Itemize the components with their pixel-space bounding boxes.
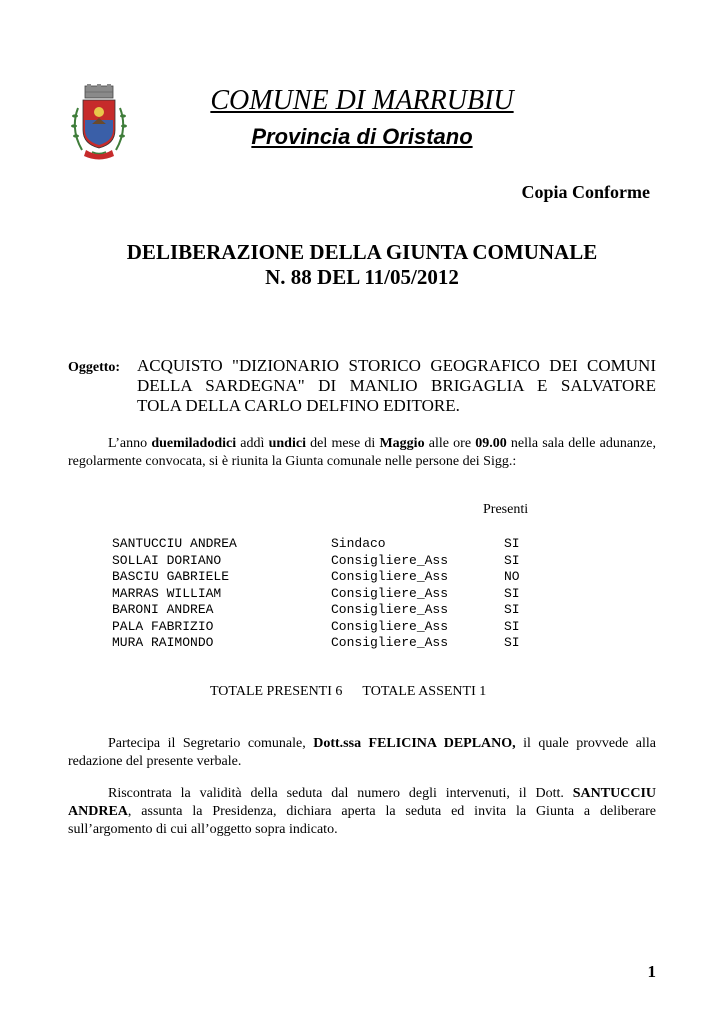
comune-title: COMUNE DI MARRUBIU [210,85,514,116]
table-row [112,635,544,652]
segretario-name: Dott.ssa FELICINA DEPLANO, [313,736,516,751]
anno-value: duemiladodici [151,436,237,451]
table-row [112,602,544,619]
member-presence: SI [504,635,520,650]
member-presence: SI [504,552,520,568]
presenti-header: Presenti [483,502,529,517]
riscontrata-paragraph: Riscontrata la validità della seduta dal numero degli intervenuti, il Dott. SANTUCCIU ANDREA, assunta la Presidenza, dichiara aperta la seduta ed invita la Giunta a deliberare sull’argomento di cui all’oggetto sopra indicato. [68,786,656,837]
presidente-name: SANTUCCIU ANDREA [68,786,656,819]
deliberazione-line2: N. 88 DEL 11/05/2012 [265,265,459,289]
giorno-value: undici [268,436,306,451]
member-role: Consigliere_Ass [331,635,449,650]
member-presence: SI [504,602,520,617]
member-name: BASCIU GABRIELE [112,569,230,584]
totale-presenti: TOTALE PRESENTI 6 [210,684,343,699]
member-role: Consigliere_Ass [331,569,449,584]
member-role: Consigliere_Ass [331,552,449,568]
oggetto-label: Oggetto: [68,360,121,375]
oggetto-text [137,356,656,416]
mese-value: Maggio [379,436,425,451]
member-name: MURA RAIMONDO [112,635,214,650]
member-role: Consigliere_Ass [331,618,449,634]
provincia-title: Provincia di Oristano [251,124,473,149]
deliberazione-title [0,240,724,290]
table-row [112,619,544,636]
member-name: PALA FABRIZIO [112,618,214,634]
member-presence: SI [504,618,520,634]
intro-paragraph: L’anno duemiladodici addì undici del mese di Maggio alle ore 09.00 nella sala delle adunanze, regolarmente convocata, si è riunita la Giunta comunale nelle persone dei Sigg.: [68,436,656,469]
member-role: Sindaco [331,536,386,551]
member-presence: SI [504,585,520,601]
member-name: MARRAS WILLIAM [112,585,222,601]
member-name: SANTUCCIU ANDREA [112,536,237,551]
member-name: BARONI ANDREA [112,602,214,617]
member-presence: SI [504,536,520,551]
oggetto-line2: DELLA SARDEGNA" DI MANLIO BRIGAGLIA E SALVATORE [137,376,656,395]
table-row [112,536,544,553]
table-row [112,553,544,570]
oggetto-line1: ACQUISTO "DIZIONARIO STORICO GEOGRAFICO DEI COMUNI [137,356,656,375]
totals-line [210,684,506,700]
segretario-paragraph: Partecipa il Segretario comunale, Dott.ssa FELICINA DEPLANO, il quale provvede alla redazione del presente verbale. [68,736,656,769]
members-table [112,536,544,652]
member-role: Consigliere_Ass [331,585,449,601]
member-name: SOLLAI DORIANO [112,552,222,568]
member-role: Consigliere_Ass [331,602,449,617]
copia-conforme: Copia Conforme [521,182,650,202]
page-number: 1 [647,962,656,981]
table-row [112,569,544,586]
ora-value: 09.00 [475,436,507,451]
totale-assenti: TOTALE ASSENTI 1 [362,684,487,699]
table-row [112,586,544,603]
deliberazione-line1: DELIBERAZIONE DELLA GIUNTA COMUNALE [126,240,598,264]
member-presence: NO [504,569,520,584]
oggetto-line3: TOLA DELLA CARLO DELFINO EDITORE. [137,396,460,415]
